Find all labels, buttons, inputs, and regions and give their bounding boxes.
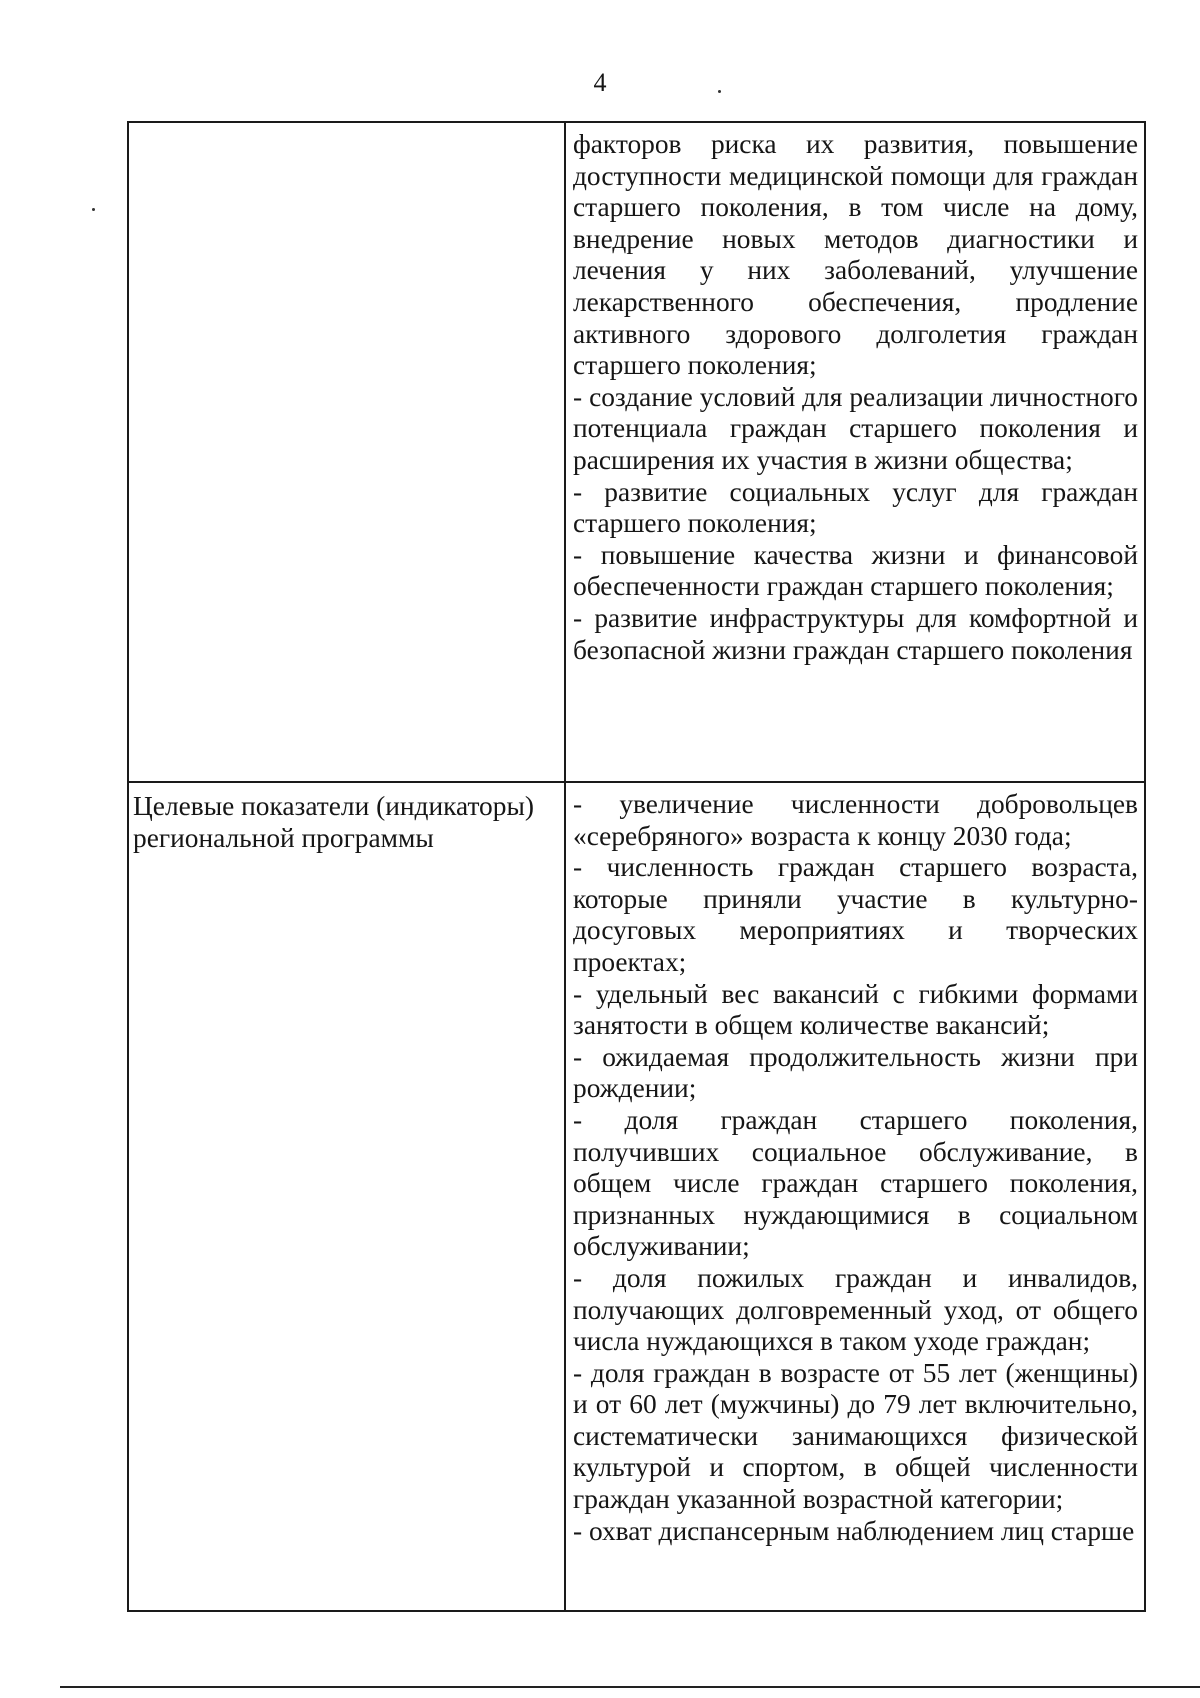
scan-edge-line — [60, 1686, 1200, 1688]
list-item: - доля пожилых граждан и инвалидов, получающих долговременный уход, от общего числа нуждающихся в таком уходе граждан; — [573, 1262, 1138, 1357]
list-item: - численность граждан старшего возраста, которые приняли участие в культурно-досуговых мероприятиях и творческих проектах; — [573, 852, 1138, 977]
row-content-cell — [565, 782, 1145, 1611]
list-item: - доля граждан в возрасте от 55 лет (женщины) и от 60 лет (мужчины) до 79 лет включительно, систематически занимающихся физической культурой и спортом, в общей численности граждан указанной возрастной категории; — [573, 1357, 1138, 1515]
list-item: - ожидаемая продолжительность жизни при рождении; — [573, 1041, 1138, 1104]
list-item: - повышение качества жизни и финансовой обеспеченности граждан старшего поколения; — [573, 539, 1138, 602]
row-label-cell — [128, 122, 565, 782]
scan-speck — [92, 208, 95, 211]
table-row — [128, 782, 1145, 1611]
scan-speck — [718, 90, 721, 93]
list-item: - развитие инфраструктуры для комфортной и безопасной жизни граждан старшего поколения — [573, 602, 1138, 665]
table-row — [128, 122, 1145, 782]
list-item: - создание условий для реализации личностного потенциала граждан старшего поколения и расширения их участия в жизни общества; — [573, 381, 1138, 475]
program-passport-table — [127, 121, 1146, 1612]
list-item: факторов риска их развития, повышение доступности медицинской помощи для граждан старшего поколения, в том числе на дому, внедрение новых методов диагностики и лечения у них заболеваний, улучшение лекарственного обеспечения, продление активного здорового долголетия граждан старшего поколения; — [573, 129, 1138, 381]
page-number: 4 — [593, 68, 607, 97]
list-item: - охват диспансерным наблюдением лиц старше — [573, 1515, 1135, 1546]
row-label: Целевые показатели (индикаторы) региональной программы — [133, 791, 534, 853]
list-item: - доля граждан старшего поколения, получивших социальное обслуживание, в общем числе граждан старшего поколения, признанных нуждающимися в социальном обслуживании; — [573, 1104, 1138, 1262]
list-item: - увеличение численности добровольцев «серебряного» возраста к концу 2030 года; — [573, 789, 1138, 851]
list-item: - удельный вес вакансий с гибкими формами занятости в общем количестве вакансий; — [573, 978, 1138, 1041]
list-item: - развитие социальных услуг для граждан старшего поколения; — [573, 476, 1138, 539]
row-label-cell — [128, 782, 565, 1611]
row-content-cell — [565, 122, 1145, 782]
